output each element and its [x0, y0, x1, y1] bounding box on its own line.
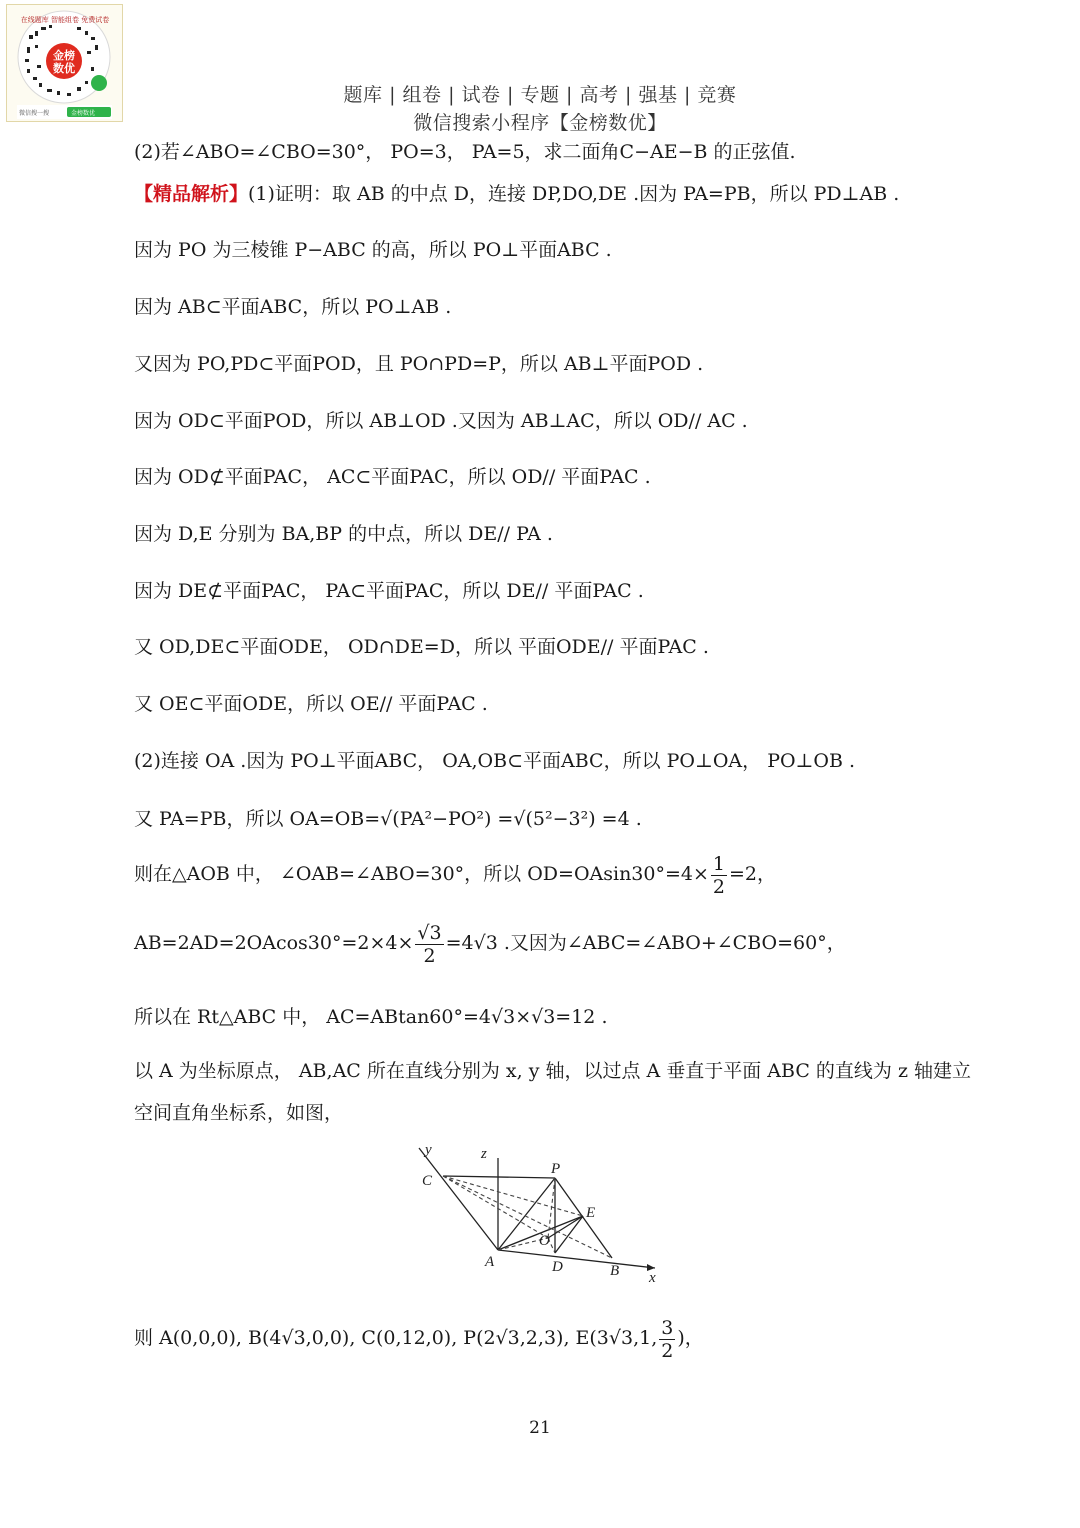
fraction-numerator: 1 [712, 852, 726, 875]
solution-line-17: 空间直角坐标系，如图， [134, 1102, 344, 1124]
edge-pb [555, 1178, 612, 1258]
solution-line-13-tail: =2， [729, 863, 777, 885]
solution-line-14-tail: =4√3 .又因为∠ABC=∠ABO+∠CBO=60°， [445, 932, 846, 954]
solution-line-6: 因为 OD⊄平面PAC， AC⊂平面PAC，所以 OD// 平面PAC . [134, 466, 651, 488]
qr-footer-text: 微信搜一搜 [19, 110, 50, 117]
solution-line-18-tail: )， [677, 1327, 704, 1349]
page-number: 21 [529, 1418, 551, 1438]
solution-line-14-text: AB=2AD=2OAcos30°=2×4× [134, 932, 414, 954]
fraction-numerator: √3 [417, 921, 442, 944]
solution-line-2: 因为 PO 为三棱锥 P−ABC 的高，所以 PO⊥平面ABC . [134, 239, 612, 261]
solution-line-16: 以 A 为坐标原点， AB,AC 所在直线分别为 x, y 轴，以过点 A 垂直于平面 ABC 的直线为 z 轴建立 [134, 1060, 972, 1082]
solution-line-7: 因为 D,E 分别为 BA,BP 的中点，所以 DE// PA . [134, 523, 553, 545]
label-z: z [481, 1146, 487, 1162]
solution-line-1 [134, 181, 899, 207]
fraction-one-half [711, 853, 727, 898]
pyramid-diagram [405, 1138, 675, 1288]
solution-line-12: 又 PA=PB，所以 OA=OB=√(PA²−PO²) =√(5²−3²) =4 . [134, 808, 642, 830]
header-search: 微信搜索小程序【金榜数优】 [413, 112, 667, 134]
coordinate-figure [405, 1138, 675, 1292]
label-a: A [485, 1254, 495, 1270]
solution-line-8: 因为 DE⊄平面PAC， PA⊂平面PAC，所以 DE// 平面PAC . [134, 580, 644, 602]
solution-line-11: (2)连接 OA .因为 PO⊥平面ABC， OA,OB⊂平面ABC，所以 PO⊥OA， PO⊥OB . [134, 750, 856, 772]
fraction-numerator: 3 [661, 1316, 674, 1339]
qr-center-text-2: 数优 [53, 62, 75, 75]
header-nav: 题库 | 组卷 | 试卷 | 专题 | 高考 | 强基 | 竞赛 [343, 84, 737, 106]
qr-center-text-1: 金榜 [53, 49, 75, 62]
edge-oe [548, 1216, 583, 1238]
solution-line-1-text: (1)证明：取 AB 的中点 D，连接 DP,DO,DE .因为 PA=PB，所以 PD⊥AB . [248, 183, 900, 205]
fraction-denominator: 2 [423, 944, 436, 967]
label-x: x [649, 1270, 656, 1286]
solution-line-14 [134, 921, 846, 967]
label-d: D [552, 1259, 563, 1275]
qr-footer-badge: 金榜数优 [71, 110, 96, 117]
x-axis [498, 1250, 655, 1268]
question-part-2: (2)若∠ABO=∠CBO=30°， PO=3， PA=5，求二面角C−AE−B 的正弦值. [134, 141, 796, 163]
label-y: y [425, 1142, 432, 1158]
y-axis [419, 1148, 498, 1250]
solution-line-3: 因为 AB⊂平面ABC，所以 PO⊥AB . [134, 296, 452, 318]
qr-ring-text: 在线题库 智能组卷 免费试卷 [20, 16, 110, 24]
solution-line-18-text: 则 A(0,0,0), B(4√3,0,0), C(0,12,0), P(2√3,2,3), E(3√3,1, [134, 1327, 658, 1349]
fraction-three-half [659, 1317, 675, 1362]
edge-cp [443, 1176, 555, 1178]
solution-line-13-text: 则在△AOB 中， ∠OAB=∠ABO=30°，所以 OD=OAsin30°=4× [134, 863, 709, 885]
label-p: P [551, 1161, 561, 1177]
label-c: C [422, 1173, 433, 1189]
fraction-denominator: 2 [712, 875, 726, 898]
solution-line-10: 又 OE⊂平面ODE，所以 OE// 平面PAC . [134, 693, 488, 715]
solution-line-4: 又因为 PO,PD⊂平面POD，且 PO∩PD=P，所以 AB⊥平面POD . [134, 353, 704, 375]
label-o: O [539, 1233, 550, 1249]
solution-line-18 [134, 1315, 704, 1362]
label-b: B [610, 1263, 620, 1279]
fraction-sqrt3-half [415, 922, 443, 967]
fraction-denominator: 2 [661, 1339, 674, 1362]
solution-line-9: 又 OD,DE⊂平面ODE， OD∩DE=D，所以 平面ODE// 平面PAC . [134, 636, 709, 658]
solution-line-13 [134, 852, 776, 898]
label-e: E [586, 1205, 596, 1221]
solution-label: 【精品解析】 [134, 183, 249, 205]
solution-line-15: 所以在 Rt△ABC 中， AC=ABtan60°=4√3×√3=12 . [134, 1006, 608, 1028]
solution-line-5: 因为 OD⊂平面POD，所以 AB⊥OD .又因为 AB⊥AC，所以 OD// AC . [134, 410, 748, 432]
